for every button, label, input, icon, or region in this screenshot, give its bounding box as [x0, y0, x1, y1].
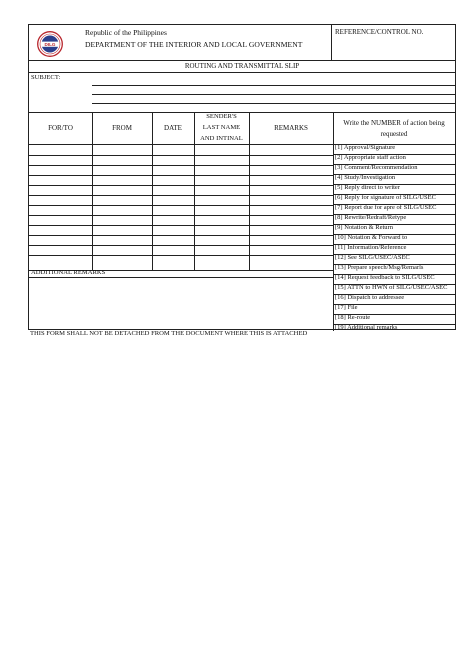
additional-remarks-label: ADDITIONAL REMARKS	[31, 269, 106, 276]
logo-text: DILG	[44, 41, 56, 47]
subject-line-3	[92, 103, 455, 104]
col-from: FROM	[112, 124, 132, 132]
action-item: [3] Comment/Recommendation	[335, 165, 418, 171]
action-item: [5] Reply direct to writer	[335, 185, 400, 191]
col-for-to: FOR/TO	[48, 124, 73, 132]
subject-label: SUBJECT:	[31, 74, 61, 81]
col-date: DATE	[164, 124, 182, 132]
action-item: [8] Rewrite/Redraft/Retype	[335, 215, 407, 221]
routing-slip-form	[28, 24, 456, 330]
action-item: [9] Notation & Return	[335, 225, 393, 231]
detach-warning-note: THIS FORM SHALL NOT BE DETACHED FROM THE DOCUMENT WHERE THIS IS ATTACHED	[30, 330, 308, 337]
action-item: [7] Report due for apre of SILG/USEC	[335, 205, 437, 211]
col-sender-3: AND INTINAL	[200, 135, 243, 142]
col-sender-2: LAST NAME	[202, 124, 241, 131]
republic-label: Republic of the Philippines	[85, 28, 167, 37]
col-action-2: requested	[380, 130, 408, 138]
action-item: [17] File	[335, 305, 358, 311]
col-sender-1: SENDER'S	[206, 113, 237, 120]
subject-line-1	[92, 85, 455, 86]
action-item: [2] Appropriate staff action	[335, 155, 406, 161]
action-item: [18] Re-route	[335, 315, 371, 321]
subject-line-2	[92, 94, 455, 95]
col-remarks: REMARKS	[274, 124, 308, 132]
reference-label: REFERENCE/CONTROL NO.	[335, 28, 424, 36]
action-item: [11] Information/Reference	[335, 245, 407, 251]
action-item: [19] Additional remarks	[335, 325, 398, 331]
col-action-1: Write the NUMBER of action being	[343, 119, 445, 127]
action-item: [16] Dispatch to addressee	[335, 295, 405, 301]
dilg-seal-logo	[37, 31, 63, 57]
action-item: [12] See SILG/USEC/ASEC	[335, 255, 410, 261]
action-item: [4] Study/Investigation	[335, 175, 396, 181]
form-title: ROUTING AND TRANSMITTAL SLIP	[184, 62, 300, 70]
action-item: [14] Request feedback to SILG/USEC	[335, 275, 435, 281]
action-item: [10] Notation & Forward to	[335, 235, 408, 241]
action-item: [6] Reply for signature of SILG/USEC	[335, 195, 436, 201]
action-item: [13] Prepare speech/Msg/Remarls	[335, 265, 424, 271]
action-item: [1] Approval/Signature	[335, 145, 396, 151]
department-label: DEPARTMENT OF THE INTERIOR AND LOCAL GOVERNMENT	[85, 40, 303, 49]
action-item: [15] ATTN to HWN of SILG/USEC/ASEC	[335, 285, 448, 291]
